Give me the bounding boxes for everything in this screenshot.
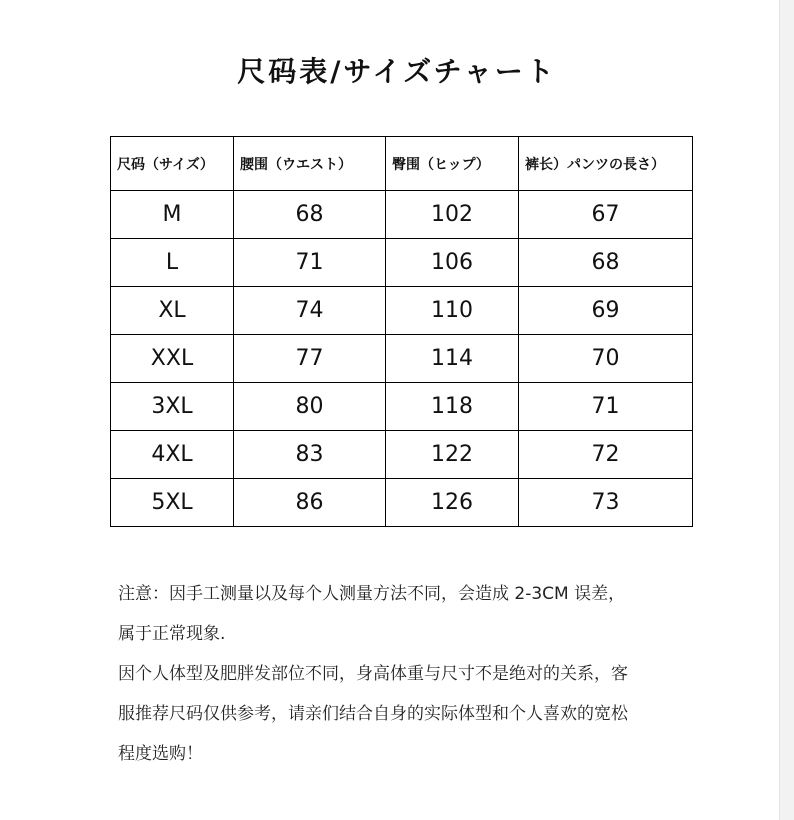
table-row: [111, 383, 693, 431]
table-row: [111, 335, 693, 383]
cell-waist: 86: [234, 479, 386, 527]
table-row: [111, 239, 693, 287]
cell-size: 3XL: [111, 383, 234, 431]
cell-hip: 122: [386, 431, 519, 479]
note-line: 因个人体型及肥胖发部位不同，身高体重与尺寸不是绝对的关系，客: [118, 664, 628, 684]
table-header-row: [111, 137, 693, 191]
cell-pants-length: 68: [519, 239, 693, 287]
cell-waist: 80: [234, 383, 386, 431]
cell-size: 4XL: [111, 431, 234, 479]
note-line: 属于正常现象.: [118, 624, 226, 644]
table-row: [111, 287, 693, 335]
cell-size: XXL: [111, 335, 234, 383]
header-waist: 腰围（ウエスト）: [234, 137, 386, 191]
page-right-edge: [779, 0, 794, 820]
cell-hip: 102: [386, 191, 519, 239]
cell-pants-length: 72: [519, 431, 693, 479]
cell-waist: 83: [234, 431, 386, 479]
header-hip: 臀围（ヒップ）: [386, 137, 519, 191]
cell-waist: 68: [234, 191, 386, 239]
cell-size: L: [111, 239, 234, 287]
header-pants-length: 裤长）パンツの長さ）: [519, 137, 693, 191]
cell-pants-length: 70: [519, 335, 693, 383]
table-row: [111, 431, 693, 479]
page-title: 尺码表/サイズチャート: [237, 55, 557, 88]
cell-size: XL: [111, 287, 234, 335]
table-row: [111, 479, 693, 527]
note-line: 服推荐尺码仅供参考，请亲们结合自身的实际体型和个人喜欢的宽松: [118, 704, 628, 724]
size-chart-table: [110, 136, 693, 527]
cell-hip: 118: [386, 383, 519, 431]
header-size: 尺码（サイズ）: [111, 137, 234, 191]
cell-waist: 74: [234, 287, 386, 335]
cell-pants-length: 71: [519, 383, 693, 431]
cell-pants-length: 67: [519, 191, 693, 239]
note-line: 注意：因手工测量以及每个人测量方法不同，会造成 2-3CM 误差，: [118, 584, 626, 604]
cell-pants-length: 73: [519, 479, 693, 527]
cell-size: 5XL: [111, 479, 234, 527]
table-row: [111, 191, 693, 239]
notes-section: [118, 574, 678, 774]
note-line: 程度选购！: [118, 744, 203, 764]
cell-waist: 77: [234, 335, 386, 383]
cell-hip: 110: [386, 287, 519, 335]
cell-hip: 114: [386, 335, 519, 383]
cell-hip: 126: [386, 479, 519, 527]
cell-hip: 106: [386, 239, 519, 287]
cell-size: M: [111, 191, 234, 239]
cell-waist: 71: [234, 239, 386, 287]
cell-pants-length: 69: [519, 287, 693, 335]
